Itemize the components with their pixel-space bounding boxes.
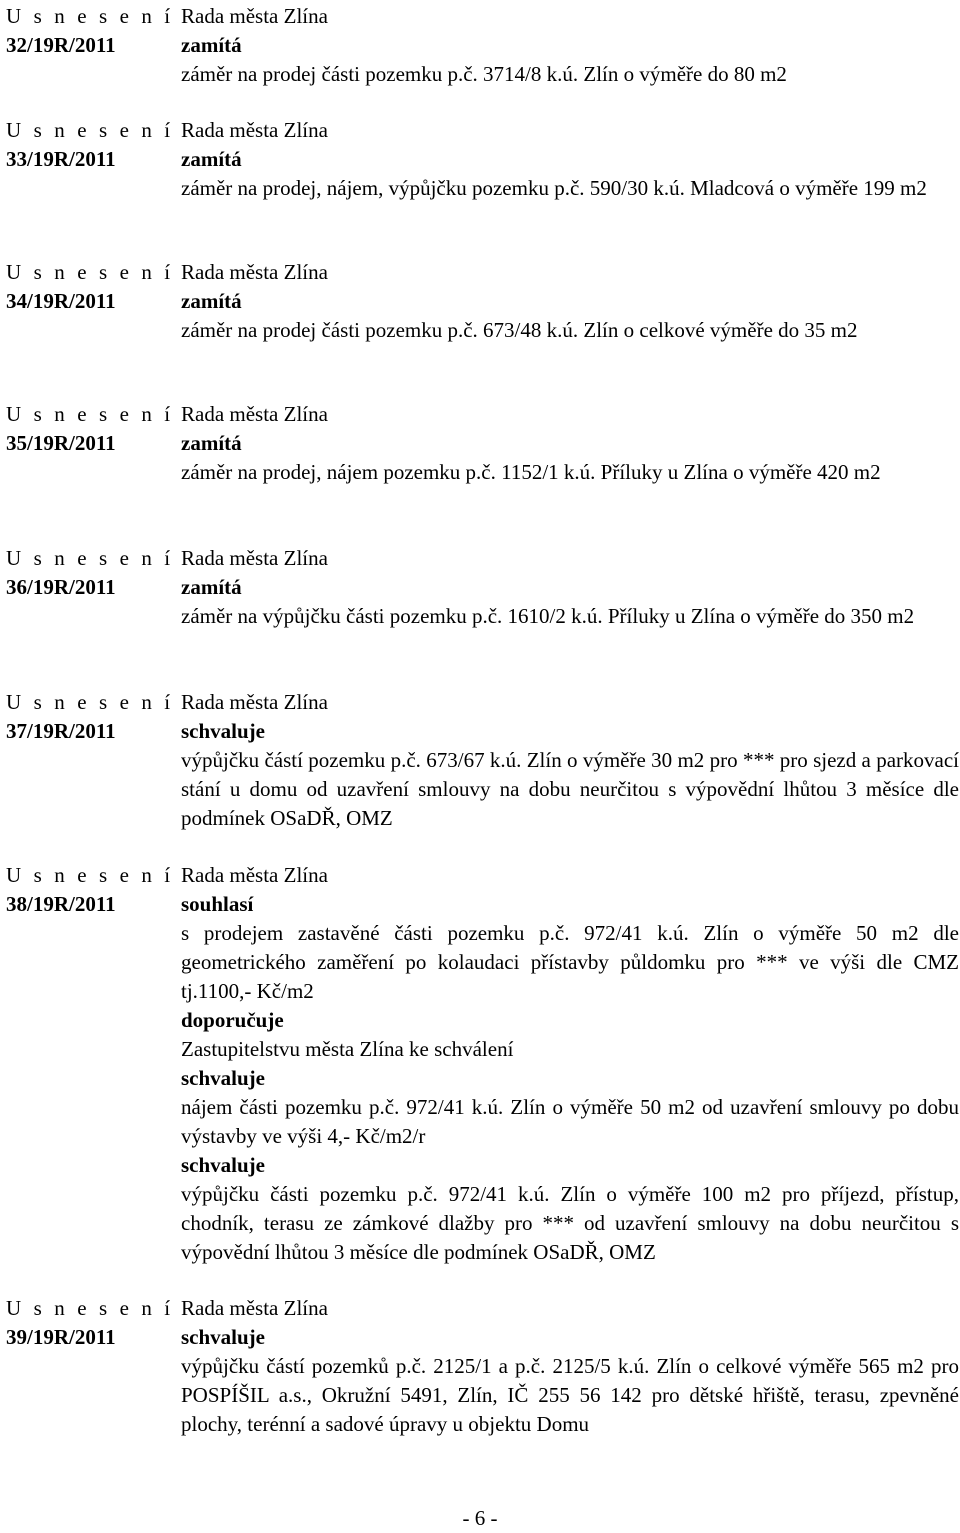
resolution-label: U s n e s e n í bbox=[6, 118, 174, 142]
resolution-body bbox=[181, 688, 959, 833]
resolution-label: U s n e s e n í bbox=[6, 546, 174, 570]
resolution-body bbox=[181, 400, 959, 487]
decision-text: výpůjčku částí pozemku p.č. 673/67 k.ú. Zlín o výměře 30 m2 pro *** pro sjezd a parkovací stání u domu od uzavření smlouvy na dobu neurčitou s výpovědní lhůtou 3 měsíce dle podmínek OSaDŘ, OMZ bbox=[181, 748, 959, 830]
council-name: Rada města Zlína bbox=[181, 402, 328, 426]
resolution-body bbox=[181, 1294, 959, 1439]
decision-verb: zamítá bbox=[181, 575, 242, 599]
council-name: Rada města Zlína bbox=[181, 546, 328, 570]
page-number: - 6 - bbox=[462, 1506, 498, 1530]
resolution-id bbox=[6, 544, 174, 602]
council-name: Rada města Zlína bbox=[181, 260, 328, 284]
resolution-body bbox=[181, 116, 959, 203]
decision-verb: zamítá bbox=[181, 33, 242, 57]
resolution-label: U s n e s e n í bbox=[6, 260, 174, 284]
decision-text: záměr na prodej části pozemku p.č. 3714/8 k.ú. Zlín o výměře do 80 m2 bbox=[181, 62, 787, 86]
decision-text: nájem části pozemku p.č. 972/41 k.ú. Zlín o výměře 50 m2 od uzavření smlouvy po dobu výstavby ve výši 4,- Kč/m2/r bbox=[181, 1095, 959, 1148]
resolution-number: 36/19R/2011 bbox=[6, 575, 116, 599]
decision-verb: schvaluje bbox=[181, 1325, 265, 1349]
resolution-label: U s n e s e n í bbox=[6, 402, 174, 426]
council-name: Rada města Zlína bbox=[181, 863, 328, 887]
resolution-label: U s n e s e n í bbox=[6, 1296, 174, 1320]
decision-verb: schvaluje bbox=[181, 1153, 265, 1177]
resolution-number: 34/19R/2011 bbox=[6, 289, 116, 313]
resolution-id bbox=[6, 861, 174, 919]
council-name: Rada města Zlína bbox=[181, 118, 328, 142]
resolution-id bbox=[6, 1294, 174, 1352]
decision-verb: doporučuje bbox=[181, 1008, 284, 1032]
resolution-label: U s n e s e n í bbox=[6, 690, 174, 714]
resolution-id bbox=[6, 2, 174, 60]
decision-text: Zastupitelstvu města Zlína ke schválení bbox=[181, 1037, 514, 1061]
resolution-number: 32/19R/2011 bbox=[6, 33, 116, 57]
decision-verb: schvaluje bbox=[181, 1066, 265, 1090]
decision-verb: zamítá bbox=[181, 147, 242, 171]
decision-text: záměr na prodej části pozemku p.č. 673/48 k.ú. Zlín o celkové výměře do 35 m2 bbox=[181, 318, 858, 342]
resolution-number: 35/19R/2011 bbox=[6, 431, 116, 455]
council-name: Rada města Zlína bbox=[181, 4, 328, 28]
decision-text: výpůjčku částí pozemků p.č. 2125/1 a p.č. 2125/5 k.ú. Zlín o celkové výměře 565 m2 pro POSPÍŠIL a.s., Okružní 5491, Zlín, IČ 255 56 142 pro dětské hřiště, terasu, zpevněné plochy, terénní a sadové úpravy u objektu Domu bbox=[181, 1354, 959, 1436]
resolution-id bbox=[6, 116, 174, 174]
decision-text: záměr na výpůjčku části pozemku p.č. 1610/2 k.ú. Příluky u Zlína o výměře do 350 m2 bbox=[181, 604, 915, 628]
resolution-number: 39/19R/2011 bbox=[6, 1325, 116, 1349]
resolution-body bbox=[181, 861, 959, 1267]
resolution-id bbox=[6, 258, 174, 316]
resolution-label: U s n e s e n í bbox=[6, 863, 174, 887]
decision-text: záměr na prodej, nájem pozemku p.č. 1152/1 k.ú. Příluky u Zlína o výměře 420 m2 bbox=[181, 460, 881, 484]
resolution-id bbox=[6, 688, 174, 746]
resolution-id bbox=[6, 400, 174, 458]
council-name: Rada města Zlína bbox=[181, 1296, 328, 1320]
resolution-body bbox=[181, 258, 959, 345]
resolution-number: 37/19R/2011 bbox=[6, 719, 116, 743]
decision-text: záměr na prodej, nájem, výpůjčku pozemku p.č. 590/30 k.ú. Mladcová o výměře 199 m2 bbox=[181, 176, 927, 200]
decision-verb: souhlasí bbox=[181, 892, 254, 916]
decision-verb: schvaluje bbox=[181, 719, 265, 743]
decision-verb: zamítá bbox=[181, 289, 242, 313]
resolution-label: U s n e s e n í bbox=[6, 4, 174, 28]
resolution-body bbox=[181, 2, 959, 89]
decision-text: výpůjčku části pozemku p.č. 972/41 k.ú. Zlín o výměře 100 m2 pro příjezd, přístup, chodník, terasu ze zámkové dlažby pro *** od uzavření smlouvy na dobu neurčitou s výpovědní lhůtou 3 měsíce dle podmínek OSaDŘ, OMZ bbox=[181, 1182, 959, 1264]
resolution-number: 38/19R/2011 bbox=[6, 892, 116, 916]
decision-text: s prodejem zastavěné části pozemku p.č. 972/41 k.ú. Zlín o výměře 50 m2 dle geometrického zaměření po kolaudaci přístavby půldomku pro *** ve výši dle CMZ tj.1100,- Kč/m2 bbox=[181, 921, 959, 1003]
resolution-number: 33/19R/2011 bbox=[6, 147, 116, 171]
resolution-body bbox=[181, 544, 959, 631]
decision-verb: zamítá bbox=[181, 431, 242, 455]
council-name: Rada města Zlína bbox=[181, 690, 328, 714]
